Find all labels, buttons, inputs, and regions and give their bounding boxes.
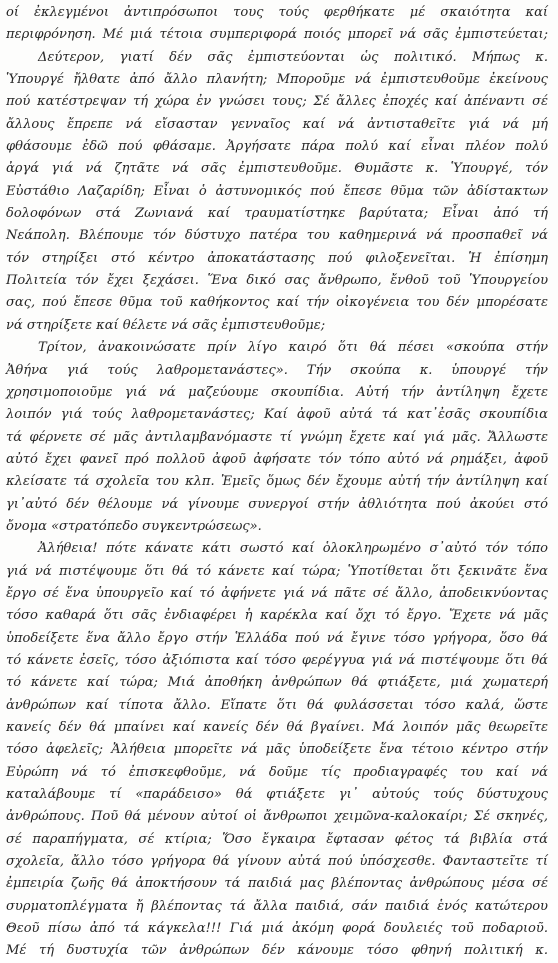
text-line: ἀνθρώπους. Ποῦ θά μένουν αὐτοί οἱ ἄνθρωποι χειμῶνα-καλοκαίρι; Σέ σκηνές, [6, 809, 548, 825]
text-line: περιφρόνηση. Μέ μιά τέτοια συμπεριφορά ποιός μπορεῖ νά σᾶς ἐμπιστεύεται; [6, 27, 548, 43]
text-line: ὄνομα «στρατόπεδο συγκεντρώσεως». [6, 518, 262, 534]
text-line: χρησιμοποιοῦμε γιά νά μαζεύουμε σκουπίδια. Αὐτή τήν ἀντίληψη ἔχετε [6, 384, 548, 400]
text-line: πού κατέστρεψαν τή χώρα ἐν γνώσει τους; Σέ ἄλλες ἐποχές καί ἀπέναντι σέ [6, 94, 548, 110]
text-line: τά φέρνετε σέ μᾶς ἀντιλαμβανόμαστε τί γνώμη ἔχετε καί γιά μᾶς. Ἄλλωστε [6, 429, 548, 445]
text-line: ἔργο σέ ἕνα ὑπουργεῖο καί τό ἀφήνετε γιά νά πᾶτε σέ ἄλλο, ἀποδεικνύοντας [6, 585, 548, 601]
text-line: σας, πού ἔπεσε θῦμα τοῦ καθήκοντος καί τήν οἰκογένεια του δέν μπορέσατε [6, 295, 548, 311]
text-line: Τρίτον, ἀνακοινώσατε πρίν λίγο καιρό ὅτι θά πέσει «σκούπα στήν [38, 340, 548, 356]
text-line: αὐτό ἔχει φανεῖ πρό πολλοῦ ἀφοῦ ἀφήσατε τόν τόπο αὐτό νά ρημάξει, ἀφοῦ [6, 451, 548, 467]
text-line: Ὑπουργέ ἤλθατε ἀπό ἄλλο πλανήτη; Μποροῦμε νά ἐμπιστευθοῦμε ἐκείνους [6, 72, 548, 88]
text-line: σέ παραπήγματα, σέ κτίρια; Ὅσο ἔγκαιρα ἔφτασαν φέτος τά βιβλία στά [6, 831, 548, 847]
text-line: ἐμπειρία ζωῆς θά ἀποκτήσουν τά παιδιά μας βλέποντας ἀνθρώπους μέσα σέ [6, 876, 548, 892]
text-line: φθάσουμε ἐδῶ πού φθάσαμε. Ἀργήσατε πάρα πολύ καί εἶναι πλέον πολύ [6, 139, 548, 155]
text-line: τόσο καθαρά ὅτι σᾶς ἐνδιαφέρει ἡ καρέκλα καί ὄχι τό ἔργο. Ἔχετε νά μᾶς [6, 608, 548, 624]
text-line: Ἀθήνα γιά τούς λαθρομετανάστες». Τήν σκούπα κ. ὑπουργέ τήν [6, 362, 548, 378]
text-line: Εὐρώπη νά τό ἐπισκεφθοῦμε, νά δοῦμε τίς προδιαγραφές του καί νά [6, 764, 548, 780]
text-line: ὑποδείξετε ἕνα ἄλλο ἔργο στήν Ἑλλάδα πού νά ἔγινε τόσο γρήγορα, ὅσο θά [6, 630, 548, 646]
text-line: ἄλλους ἔπρεπε νά εἴσασταν γενναῖος καί νά ἀντισταθεῖτε γιά νά μή [6, 116, 548, 132]
text-line: τόν στηρίξει στό κέντρο ἀποκατάστασης πού φιλοξενεῖται. Ἡ ἐπίσημη [6, 250, 548, 266]
text-line: οί ἐκλεγμένοι ἀντιπρόσωποι τους τούς φερθήκατε μέ σκαιότητα καί [6, 5, 548, 20]
text-line: Δεύτερον, γιατί δέν σᾶς ἐμπιστεύονται ὡς πολιτικό. Μήπως κ. [38, 49, 548, 65]
text-line: Εὐστάθιο Λαζαρίδη; Εἶναι ὁ ἀστυνομικός πού ἔπεσε θῦμα τῶν ἀδίστακτων [6, 183, 548, 199]
text-line: ἀργά γιά νά ζητᾶτε νά σᾶς ἐμπιστευθοῦμε. Θυμᾶστε κ. Ὑπουργέ, τόν [6, 161, 548, 177]
text-line: Πολιτεία τόν ἔχει ξεχάσει. Ἕνα δικό σας ἄνθρωπο, ἔνθοῦ τοῦ Ὑπουργείου [6, 273, 548, 289]
text-line: λοιπόν γιά τούς λαθρομετανάστες; Καί ἀφοῦ αὐτά τά κατ᾽ἐσᾶς σκουπίδια [6, 407, 548, 423]
text-line: τό κάνετε καί τώρα; Μιά ἀποθήκη ἀνθρώπων θά φτιάξετε, μιά χωματερή [6, 675, 548, 691]
text-line: Ἀλήθεια! πότε κάνατε κάτι σωστό καί ὁλοκληρωμένο σ᾽αὐτό τόν τόπο [38, 541, 548, 557]
text-line: καταλάβουμε τί «παράδεισο» θά φτιάξετε γι᾽ αὐτούς τούς δύστυχους [6, 787, 548, 803]
text-line: τόσο ἀφελεῖς; Ἀλήθεια μπορεῖτε νά μᾶς ὑποδείξετε ἕνα τέτοιο κέντρο στήν [6, 742, 548, 758]
text-line: κανείς δέν θά μπαίνει καί κανείς δέν θά βγαίνει. Μά λοιπόν μᾶς θεωρεῖτε [6, 720, 548, 735]
text-line: συρματοπλέγματα ἤ βλέποντας τά ἄλλα παιδιά, σάν παιδιά ἑνός κατώτερου [6, 898, 548, 914]
text-line: δολοφόνων στά Ζωνιανά καί τραυματίστηκε βαρύτατα; Εἶναι ἀπό τή [6, 206, 548, 222]
text-line: γι᾽αὐτό δέν θέλουμε νά γίνουμε συνεργοί στήν ἀθλιότητα πού ἀκούει στό [6, 496, 548, 512]
text-line: Θεοῦ πίσω ἀπό τά κάγκελα!!! Γιά μιά ἀκόμη φορά δουλειές τοῦ ποδαριοῦ. [6, 921, 548, 937]
document-body [6, 2, 548, 963]
text-line: ἀνθρώπων καί τίποτα ἄλλο. Εἴπατε ὅτι θά φυλάσσεται τόσο καλά, ὥστε [6, 697, 548, 713]
text-line: τό κάνετε ἐσεῖς, τόσο ἀξιόπιστα καί τόσο φερέγγυα γιά νά πιστέψουμε ὅτι θά [6, 652, 548, 668]
text-line: νά στηρίξετε καί θέλετε νά σᾶς ἐμπιστευθοῦμε; [6, 317, 326, 333]
text-line: σχολεῖα, ἄλλο τόσο γρήγορα θά γίνουν αὐτά πού ὑπόσχεσθε. Φανταστεῖτε τί [6, 854, 548, 870]
text-line: κλείσατε τά σχολεῖα του κλπ. Ἐμεῖς ὅμως δέν ἔχουμε αὐτή τήν ἀντίληψη καί [6, 474, 548, 490]
text-line: Μέ τή δυστυχία τῶν ἀνθρώπων δέν κάνουμε τόσο φθηνή πολιτική κ. [6, 943, 548, 959]
text-line: Νεάπολη. Βλέπουμε τόν δύστυχο πατέρα του καθημερινά νά προσπαθεῖ νά [6, 228, 548, 244]
text-line: γιά νά πιστέψουμε ὅτι θά τό κάνετε καί τώρα; Ὑποτίθεται ὅτι ξεκινᾶτε ἕνα [6, 563, 548, 579]
